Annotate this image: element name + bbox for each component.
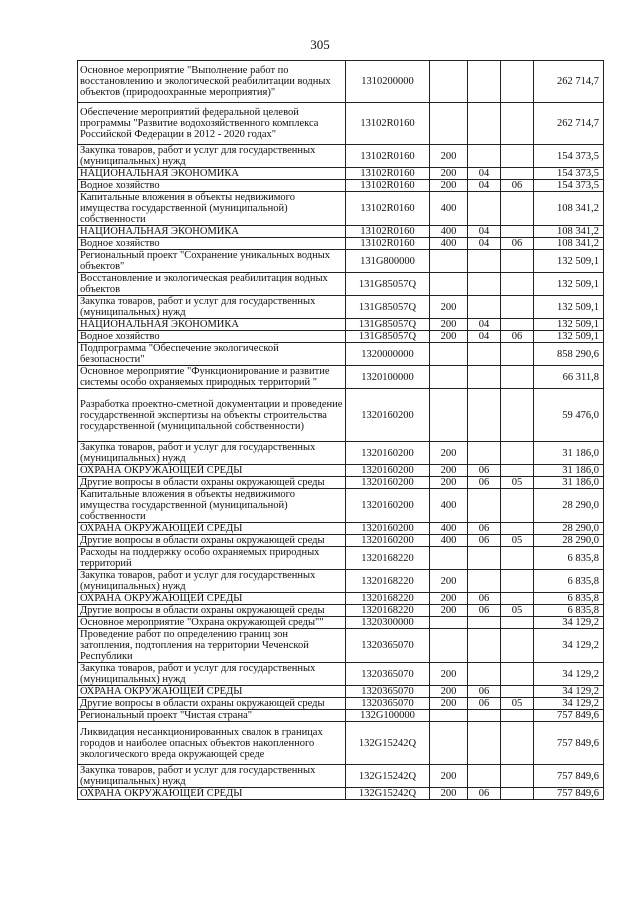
cell-pr xyxy=(501,442,534,465)
cell-code: 131G85057Q xyxy=(346,319,430,331)
cell-code: 13102R0160 xyxy=(346,226,430,238)
cell-vr: 400 xyxy=(430,226,468,238)
cell-pr: 06 xyxy=(501,331,534,343)
cell-name: Водное хозяйство xyxy=(78,331,346,343)
cell-code: 1320160200 xyxy=(346,477,430,489)
cell-sum: 66 311,8 xyxy=(534,366,604,389)
cell-sum: 132 509,1 xyxy=(534,273,604,296)
table-row xyxy=(78,547,604,570)
cell-rz xyxy=(468,343,501,366)
cell-sum: 28 290,0 xyxy=(534,535,604,547)
table-row xyxy=(78,535,604,547)
cell-vr: 400 xyxy=(430,192,468,226)
cell-name: Другие вопросы в области охраны окружающей среды xyxy=(78,698,346,710)
table-row xyxy=(78,343,604,366)
cell-name: Капитальные вложения в объекты недвижимого имущества государственной (муниципальной) собственности xyxy=(78,489,346,523)
cell-name: ОХРАНА ОКРУЖАЮЩЕЙ СРЕДЫ xyxy=(78,686,346,698)
cell-vr: 200 xyxy=(430,605,468,617)
cell-pr xyxy=(501,593,534,605)
cell-rz: 06 xyxy=(468,686,501,698)
cell-name: Основное мероприятие "Охрана окружающей среды"" xyxy=(78,617,346,629)
table-row xyxy=(78,465,604,477)
cell-code: 132G15242Q xyxy=(346,788,430,800)
cell-sum: 28 290,0 xyxy=(534,489,604,523)
cell-pr xyxy=(501,145,534,168)
cell-rz xyxy=(468,617,501,629)
cell-pr xyxy=(501,273,534,296)
cell-vr: 200 xyxy=(430,663,468,686)
cell-pr xyxy=(501,686,534,698)
cell-vr: 200 xyxy=(430,477,468,489)
cell-rz: 06 xyxy=(468,593,501,605)
table-row xyxy=(78,331,604,343)
cell-name: Подпрограмма "Обеспечение экологической безопасности" xyxy=(78,343,346,366)
cell-sum: 757 849,6 xyxy=(534,765,604,788)
cell-code: 1320168220 xyxy=(346,547,430,570)
cell-rz xyxy=(468,710,501,722)
cell-vr: 400 xyxy=(430,238,468,250)
cell-sum: 154 373,5 xyxy=(534,168,604,180)
cell-name: Закупка товаров, работ и услуг для государственных (муниципальных) нужд xyxy=(78,663,346,686)
cell-code: 13102R0160 xyxy=(346,192,430,226)
cell-code: 1320365070 xyxy=(346,686,430,698)
cell-sum: 34 129,2 xyxy=(534,617,604,629)
cell-vr: 200 xyxy=(430,319,468,331)
cell-rz xyxy=(468,663,501,686)
cell-pr xyxy=(501,366,534,389)
cell-pr xyxy=(501,523,534,535)
cell-code: 131G85057Q xyxy=(346,296,430,319)
cell-pr xyxy=(501,296,534,319)
cell-pr xyxy=(501,788,534,800)
table-row xyxy=(78,570,604,593)
table-row xyxy=(78,765,604,788)
cell-name: Водное хозяйство xyxy=(78,180,346,192)
cell-vr xyxy=(430,547,468,570)
cell-rz xyxy=(468,629,501,663)
cell-pr: 05 xyxy=(501,477,534,489)
cell-name: Закупка товаров, работ и услуг для государственных (муниципальных) нужд xyxy=(78,442,346,465)
cell-rz xyxy=(468,61,501,103)
cell-vr xyxy=(430,343,468,366)
cell-vr xyxy=(430,710,468,722)
cell-pr xyxy=(501,629,534,663)
cell-sum: 6 835,8 xyxy=(534,570,604,593)
cell-code: 1320365070 xyxy=(346,629,430,663)
cell-vr: 200 xyxy=(430,296,468,319)
table-row xyxy=(78,523,604,535)
cell-pr xyxy=(501,61,534,103)
cell-rz: 04 xyxy=(468,180,501,192)
cell-rz: 06 xyxy=(468,698,501,710)
cell-vr: 200 xyxy=(430,788,468,800)
cell-rz xyxy=(468,570,501,593)
cell-code: 1320168220 xyxy=(346,570,430,593)
cell-name: Основное мероприятие "Выполнение работ по восстановлению и экологической реабилитации водных объектов (природоохранные мероприятия)" xyxy=(78,61,346,103)
cell-code: 13102R0160 xyxy=(346,145,430,168)
table-row xyxy=(78,61,604,103)
cell-code: 1320160200 xyxy=(346,489,430,523)
cell-sum: 757 849,6 xyxy=(534,722,604,765)
cell-code: 1320365070 xyxy=(346,663,430,686)
cell-code: 1320160200 xyxy=(346,442,430,465)
cell-pr: 06 xyxy=(501,180,534,192)
cell-rz: 06 xyxy=(468,535,501,547)
cell-code: 132G100000 xyxy=(346,710,430,722)
table-row xyxy=(78,710,604,722)
table-row xyxy=(78,477,604,489)
cell-vr xyxy=(430,273,468,296)
cell-rz xyxy=(468,442,501,465)
cell-code: 1320000000 xyxy=(346,343,430,366)
table-row xyxy=(78,273,604,296)
cell-code: 1320160200 xyxy=(346,389,430,442)
table-row xyxy=(78,663,604,686)
cell-pr xyxy=(501,547,534,570)
cell-vr: 200 xyxy=(430,765,468,788)
table-row xyxy=(78,722,604,765)
cell-sum: 34 129,2 xyxy=(534,629,604,663)
cell-sum: 757 849,6 xyxy=(534,788,604,800)
cell-pr xyxy=(501,722,534,765)
cell-name: ОХРАНА ОКРУЖАЮЩЕЙ СРЕДЫ xyxy=(78,465,346,477)
table-row xyxy=(78,250,604,273)
cell-name: ОХРАНА ОКРУЖАЮЩЕЙ СРЕДЫ xyxy=(78,593,346,605)
cell-sum: 108 341,2 xyxy=(534,238,604,250)
cell-rz xyxy=(468,103,501,145)
cell-vr xyxy=(430,366,468,389)
cell-code: 13102R0160 xyxy=(346,168,430,180)
cell-name: Водное хозяйство xyxy=(78,238,346,250)
cell-code: 1320365070 xyxy=(346,698,430,710)
cell-sum: 154 373,5 xyxy=(534,145,604,168)
cell-code: 1310200000 xyxy=(346,61,430,103)
cell-name: Капитальные вложения в объекты недвижимого имущества государственной (муниципальной) собственности xyxy=(78,192,346,226)
cell-name: НАЦИОНАЛЬНАЯ ЭКОНОМИКА xyxy=(78,226,346,238)
cell-code: 1320168220 xyxy=(346,605,430,617)
table-row xyxy=(78,168,604,180)
cell-pr xyxy=(501,192,534,226)
cell-sum: 858 290,6 xyxy=(534,343,604,366)
table-row xyxy=(78,145,604,168)
cell-name: Закупка товаров, работ и услуг для государственных (муниципальных) нужд xyxy=(78,145,346,168)
page-number: 305 xyxy=(310,37,330,52)
cell-sum: 132 509,1 xyxy=(534,319,604,331)
cell-name: Основное мероприятие "Функционирование и развитие системы особо охраняемых природных территорий " xyxy=(78,366,346,389)
cell-pr xyxy=(501,103,534,145)
cell-rz: 04 xyxy=(468,331,501,343)
cell-rz xyxy=(468,192,501,226)
cell-sum: 132 509,1 xyxy=(534,331,604,343)
cell-vr: 200 xyxy=(430,593,468,605)
cell-rz xyxy=(468,273,501,296)
table-row xyxy=(78,605,604,617)
cell-name: НАЦИОНАЛЬНАЯ ЭКОНОМИКА xyxy=(78,168,346,180)
cell-pr xyxy=(501,319,534,331)
cell-sum: 262 714,7 xyxy=(534,61,604,103)
cell-rz xyxy=(468,366,501,389)
cell-pr xyxy=(501,617,534,629)
cell-rz: 04 xyxy=(468,168,501,180)
cell-name: Восстановление и экологическая реабилитация водных объектов xyxy=(78,273,346,296)
cell-name: Закупка товаров, работ и услуг для государственных (муниципальных) нужд xyxy=(78,296,346,319)
cell-sum: 757 849,6 xyxy=(534,710,604,722)
cell-name: Разработка проектно-сметной документации и проведение государственной экспертизы на объекты строительства государственной (муниципальной собственности) xyxy=(78,389,346,442)
cell-vr: 200 xyxy=(430,168,468,180)
cell-vr: 400 xyxy=(430,523,468,535)
cell-sum: 108 341,2 xyxy=(534,192,604,226)
cell-code: 1320160200 xyxy=(346,535,430,547)
cell-rz xyxy=(468,722,501,765)
cell-rz: 04 xyxy=(468,226,501,238)
cell-rz: 04 xyxy=(468,319,501,331)
cell-pr xyxy=(501,570,534,593)
cell-code: 1320160200 xyxy=(346,523,430,535)
cell-pr xyxy=(501,465,534,477)
cell-vr xyxy=(430,250,468,273)
cell-pr xyxy=(501,710,534,722)
cell-sum: 6 835,8 xyxy=(534,547,604,570)
cell-sum: 154 373,5 xyxy=(534,180,604,192)
cell-vr xyxy=(430,103,468,145)
budget-table-body xyxy=(78,61,604,800)
cell-vr: 400 xyxy=(430,535,468,547)
cell-vr xyxy=(430,61,468,103)
table-row xyxy=(78,319,604,331)
cell-vr: 200 xyxy=(430,442,468,465)
table-row xyxy=(78,788,604,800)
cell-pr xyxy=(501,250,534,273)
cell-name: Закупка товаров, работ и услуг для государственных (муниципальных) нужд xyxy=(78,570,346,593)
cell-rz: 06 xyxy=(468,465,501,477)
cell-rz: 06 xyxy=(468,523,501,535)
cell-code: 1320100000 xyxy=(346,366,430,389)
cell-vr: 200 xyxy=(430,180,468,192)
cell-pr xyxy=(501,389,534,442)
cell-code: 13102R0160 xyxy=(346,238,430,250)
cell-code: 1320160200 xyxy=(346,465,430,477)
cell-rz xyxy=(468,389,501,442)
cell-rz xyxy=(468,765,501,788)
cell-sum: 108 341,2 xyxy=(534,226,604,238)
cell-vr xyxy=(430,617,468,629)
cell-code: 131G85057Q xyxy=(346,273,430,296)
cell-pr: 05 xyxy=(501,698,534,710)
cell-sum: 6 835,8 xyxy=(534,593,604,605)
cell-vr: 200 xyxy=(430,570,468,593)
cell-code: 13102R0160 xyxy=(346,180,430,192)
cell-vr: 200 xyxy=(430,698,468,710)
cell-sum: 59 476,0 xyxy=(534,389,604,442)
cell-code: 1320168220 xyxy=(346,593,430,605)
cell-name: Обеспечение мероприятий федеральной целевой программы "Развитие водохозяйственного комплекса Российской Федерации в 2012 - 2020 годах" xyxy=(78,103,346,145)
cell-vr: 200 xyxy=(430,145,468,168)
budget-table xyxy=(77,60,604,800)
cell-vr: 200 xyxy=(430,331,468,343)
table-row xyxy=(78,103,604,145)
table-row xyxy=(78,442,604,465)
table-row xyxy=(78,296,604,319)
table-row xyxy=(78,698,604,710)
table-row xyxy=(78,489,604,523)
table-row xyxy=(78,686,604,698)
table-row xyxy=(78,226,604,238)
cell-name: Расходы на поддержку особо охраняемых природных территорий xyxy=(78,547,346,570)
cell-rz xyxy=(468,250,501,273)
cell-vr: 400 xyxy=(430,489,468,523)
table-row xyxy=(78,180,604,192)
table-row xyxy=(78,366,604,389)
cell-rz: 04 xyxy=(468,238,501,250)
cell-sum: 34 129,2 xyxy=(534,686,604,698)
cell-vr xyxy=(430,389,468,442)
cell-sum: 132 509,1 xyxy=(534,296,604,319)
cell-sum: 34 129,2 xyxy=(534,663,604,686)
cell-name: Закупка товаров, работ и услуг для государственных (муниципальных) нужд xyxy=(78,765,346,788)
cell-pr: 06 xyxy=(501,238,534,250)
cell-pr: 05 xyxy=(501,605,534,617)
cell-pr xyxy=(501,663,534,686)
cell-rz xyxy=(468,296,501,319)
cell-pr xyxy=(501,343,534,366)
cell-pr xyxy=(501,168,534,180)
cell-rz xyxy=(468,145,501,168)
cell-pr xyxy=(501,226,534,238)
cell-rz: 06 xyxy=(468,605,501,617)
cell-sum: 6 835,8 xyxy=(534,605,604,617)
table-row xyxy=(78,192,604,226)
cell-vr: 200 xyxy=(430,465,468,477)
cell-pr: 05 xyxy=(501,535,534,547)
cell-sum: 132 509,1 xyxy=(534,250,604,273)
cell-sum: 31 186,0 xyxy=(534,465,604,477)
cell-vr: 200 xyxy=(430,686,468,698)
cell-code: 1320300000 xyxy=(346,617,430,629)
cell-name: Региональный проект "Сохранение уникальных водных объектов" xyxy=(78,250,346,273)
cell-name: Ликвидация несанкционированных свалок в границах городов и наиболее опасных объектов накопленного экологического вреда окружающей среде xyxy=(78,722,346,765)
cell-code: 13102R0160 xyxy=(346,103,430,145)
table-row xyxy=(78,629,604,663)
table-row xyxy=(78,238,604,250)
table-row xyxy=(78,593,604,605)
cell-pr xyxy=(501,765,534,788)
table-row xyxy=(78,617,604,629)
cell-code: 132G15242Q xyxy=(346,765,430,788)
cell-code: 132G15242Q xyxy=(346,722,430,765)
cell-rz xyxy=(468,489,501,523)
cell-sum: 34 129,2 xyxy=(534,698,604,710)
cell-code: 131G800000 xyxy=(346,250,430,273)
cell-name: Другие вопросы в области охраны окружающей среды xyxy=(78,605,346,617)
cell-sum: 262 714,7 xyxy=(534,103,604,145)
cell-pr xyxy=(501,489,534,523)
cell-name: Другие вопросы в области охраны окружающей среды xyxy=(78,535,346,547)
cell-name: Проведение работ по определению границ зон затопления, подтопления на территории Чеченской Республики xyxy=(78,629,346,663)
cell-rz xyxy=(468,547,501,570)
cell-name: Региональный проект "Чистая страна" xyxy=(78,710,346,722)
cell-rz: 06 xyxy=(468,477,501,489)
cell-sum: 28 290,0 xyxy=(534,523,604,535)
cell-name: ОХРАНА ОКРУЖАЮЩЕЙ СРЕДЫ xyxy=(78,523,346,535)
cell-code: 131G85057Q xyxy=(346,331,430,343)
table-row xyxy=(78,389,604,442)
cell-sum: 31 186,0 xyxy=(534,442,604,465)
cell-name: Другие вопросы в области охраны окружающей среды xyxy=(78,477,346,489)
cell-rz: 06 xyxy=(468,788,501,800)
cell-vr xyxy=(430,629,468,663)
cell-vr xyxy=(430,722,468,765)
cell-name: НАЦИОНАЛЬНАЯ ЭКОНОМИКА xyxy=(78,319,346,331)
cell-name: ОХРАНА ОКРУЖАЮЩЕЙ СРЕДЫ xyxy=(78,788,346,800)
cell-sum: 31 186,0 xyxy=(534,477,604,489)
